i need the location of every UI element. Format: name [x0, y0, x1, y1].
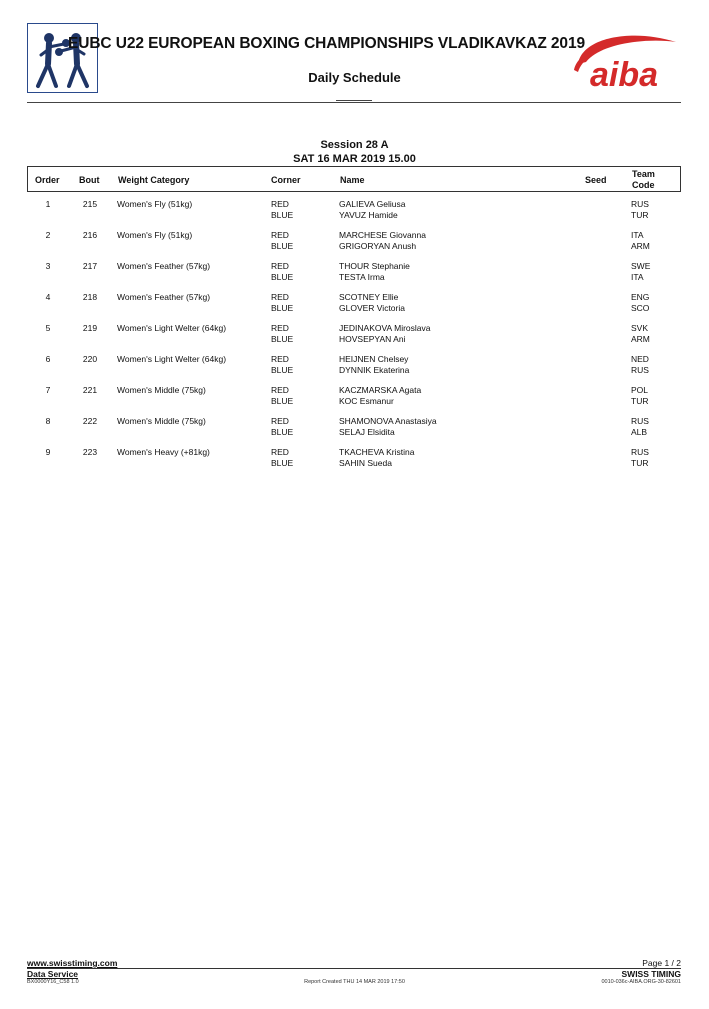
- blue-team-code: ITA: [631, 272, 644, 282]
- column-header-corner: Corner: [271, 175, 301, 185]
- bout-number: 218: [82, 292, 98, 302]
- red-corner: RED: [271, 199, 289, 209]
- table-row: [0, 261, 709, 292]
- bout-order: 6: [45, 354, 51, 364]
- weight-category: Women's Light Welter (64kg): [117, 323, 227, 333]
- red-team-code: NED: [631, 354, 649, 364]
- footer-code: BX0000Y16_C58 1.0: [27, 979, 79, 985]
- column-header-order: Order: [35, 175, 60, 185]
- footer-report-created: Report Created THU 14 MAR 2019 17:50: [304, 979, 405, 985]
- blue-corner: BLUE: [271, 272, 294, 282]
- bout-order: 8: [45, 416, 51, 426]
- red-corner: RED: [271, 230, 289, 240]
- blue-corner: BLUE: [271, 365, 294, 375]
- red-team-code: SVK: [631, 323, 649, 333]
- blue-boxer-name: GRIGORYAN Anush: [339, 241, 417, 251]
- red-team-code: POL: [631, 385, 649, 395]
- red-corner: RED: [271, 354, 289, 364]
- blue-team-code: ALB: [631, 427, 648, 437]
- header-rule: [27, 102, 681, 103]
- red-team-code: ENG: [631, 292, 650, 302]
- weight-category: Women's Middle (75kg): [117, 416, 206, 426]
- table-row: [0, 292, 709, 323]
- weight-category: Women's Middle (75kg): [117, 385, 206, 395]
- red-boxer-name: JEDINAKOVA Miroslava: [339, 323, 431, 333]
- red-team-code: SWE: [631, 261, 651, 271]
- table-header: [27, 166, 681, 192]
- bout-order: 3: [45, 261, 51, 271]
- red-boxer-name: KACZMARSKA Agata: [339, 385, 422, 395]
- session-name: Session 28 A: [320, 139, 389, 151]
- bout-order: 1: [45, 199, 51, 209]
- red-corner: RED: [271, 385, 289, 395]
- blue-team-code: TUR: [631, 458, 649, 468]
- blue-boxer-name: YAVUZ Hamide: [339, 210, 398, 220]
- blue-team-code: ARM: [631, 334, 650, 344]
- blue-corner: BLUE: [271, 241, 294, 251]
- document-title: Daily Schedule: [308, 70, 401, 85]
- red-boxer-name: THOUR Stephanie: [339, 261, 410, 271]
- column-header-name: Name: [340, 175, 365, 185]
- footer-data-service: Data Service: [27, 969, 79, 979]
- table-row: [0, 199, 709, 230]
- blue-corner: BLUE: [271, 334, 294, 344]
- blue-boxer-name: SAHIN Sueda: [339, 458, 392, 468]
- blue-corner: BLUE: [271, 210, 294, 220]
- aiba-logo-text: aiba: [590, 56, 659, 94]
- session-date: SAT 16 MAR 2019 15.00: [293, 153, 416, 165]
- red-boxer-name: GALIEVA Geliusa: [339, 199, 406, 209]
- table-row: [0, 385, 709, 416]
- header-accent-rule: [336, 100, 372, 101]
- bout-order: 2: [45, 230, 51, 240]
- red-corner: RED: [271, 416, 289, 426]
- blue-boxer-name: HOVSEPYAN Ani: [339, 334, 406, 344]
- red-corner: RED: [271, 261, 289, 271]
- bout-number: 215: [82, 199, 98, 209]
- blue-boxer-name: KOC Esmanur: [339, 396, 394, 406]
- bout-number: 223: [82, 447, 98, 457]
- column-header-team-line2: Code: [632, 180, 655, 190]
- red-team-code: ITA: [631, 230, 644, 240]
- bout-list: [0, 199, 709, 478]
- blue-corner: BLUE: [271, 396, 294, 406]
- footer-swiss-timing: SWISS TIMING: [621, 969, 681, 979]
- red-corner: RED: [271, 447, 289, 457]
- bout-number: 217: [82, 261, 98, 271]
- column-header-bout: Bout: [79, 175, 100, 185]
- blue-boxer-name: GLOVER Victoria: [339, 303, 405, 313]
- red-boxer-name: MARCHESE Giovanna: [339, 230, 426, 240]
- red-team-code: RUS: [631, 199, 649, 209]
- table-row: [0, 447, 709, 478]
- weight-category: Women's Feather (57kg): [117, 261, 211, 271]
- table-row: [0, 323, 709, 354]
- blue-boxer-name: SELAJ Elsidita: [339, 427, 395, 437]
- red-boxer-name: HEIJNEN Chelsey: [339, 354, 409, 364]
- bout-number: 220: [82, 354, 98, 364]
- weight-category: Women's Fly (51kg): [117, 230, 193, 240]
- bout-order: 7: [45, 385, 51, 395]
- red-corner: RED: [271, 323, 289, 333]
- blue-boxer-name: TESTA Irma: [339, 272, 385, 282]
- event-title: EUBC U22 EUROPEAN BOXING CHAMPIONSHIPS VLADIKAVKAZ 2019: [68, 35, 585, 52]
- bout-order: 9: [45, 447, 51, 457]
- bout-number: 216: [82, 230, 98, 240]
- weight-category: Women's Feather (57kg): [117, 292, 211, 302]
- blue-corner: BLUE: [271, 458, 294, 468]
- blue-team-code: RUS: [631, 365, 649, 375]
- footer-rule: [27, 968, 681, 969]
- red-team-code: RUS: [631, 416, 649, 426]
- weight-category: Women's Fly (51kg): [117, 199, 193, 209]
- bout-order: 4: [45, 292, 51, 302]
- footer-reference: 0010-036c-AIBA.ORG-30-82601: [601, 979, 681, 985]
- blue-boxer-name: DYNNIK Ekaterina: [339, 365, 410, 375]
- bout-order: 5: [45, 323, 51, 333]
- weight-category: Women's Light Welter (64kg): [117, 354, 227, 364]
- table-row: [0, 354, 709, 385]
- bout-number: 219: [82, 323, 98, 333]
- blue-team-code: TUR: [631, 396, 649, 406]
- table-row: [0, 416, 709, 447]
- blue-corner: BLUE: [271, 303, 294, 313]
- red-team-code: RUS: [631, 447, 649, 457]
- blue-corner: BLUE: [271, 427, 294, 437]
- column-header-team-line1: Team: [632, 169, 655, 179]
- red-boxer-name: SCOTNEY Ellie: [339, 292, 399, 302]
- blue-team-code: ARM: [631, 241, 650, 251]
- red-boxer-name: SHAMONOVA Anastasiya: [339, 416, 437, 426]
- column-header-weight-category: Weight Category: [118, 175, 190, 185]
- weight-category: Women's Heavy (+81kg): [117, 447, 210, 457]
- blue-team-code: SCO: [631, 303, 650, 313]
- column-header-seed: Seed: [585, 175, 607, 185]
- table-row: [0, 230, 709, 261]
- bout-number: 222: [82, 416, 98, 426]
- footer-website-link[interactable]: www.swisstiming.com: [27, 958, 118, 968]
- blue-team-code: TUR: [631, 210, 649, 220]
- aiba-logo-icon: [570, 20, 682, 96]
- page-number: Page 1 / 2: [642, 958, 681, 968]
- red-boxer-name: TKACHEVA Kristina: [339, 447, 415, 457]
- bout-number: 221: [82, 385, 98, 395]
- red-corner: RED: [271, 292, 289, 302]
